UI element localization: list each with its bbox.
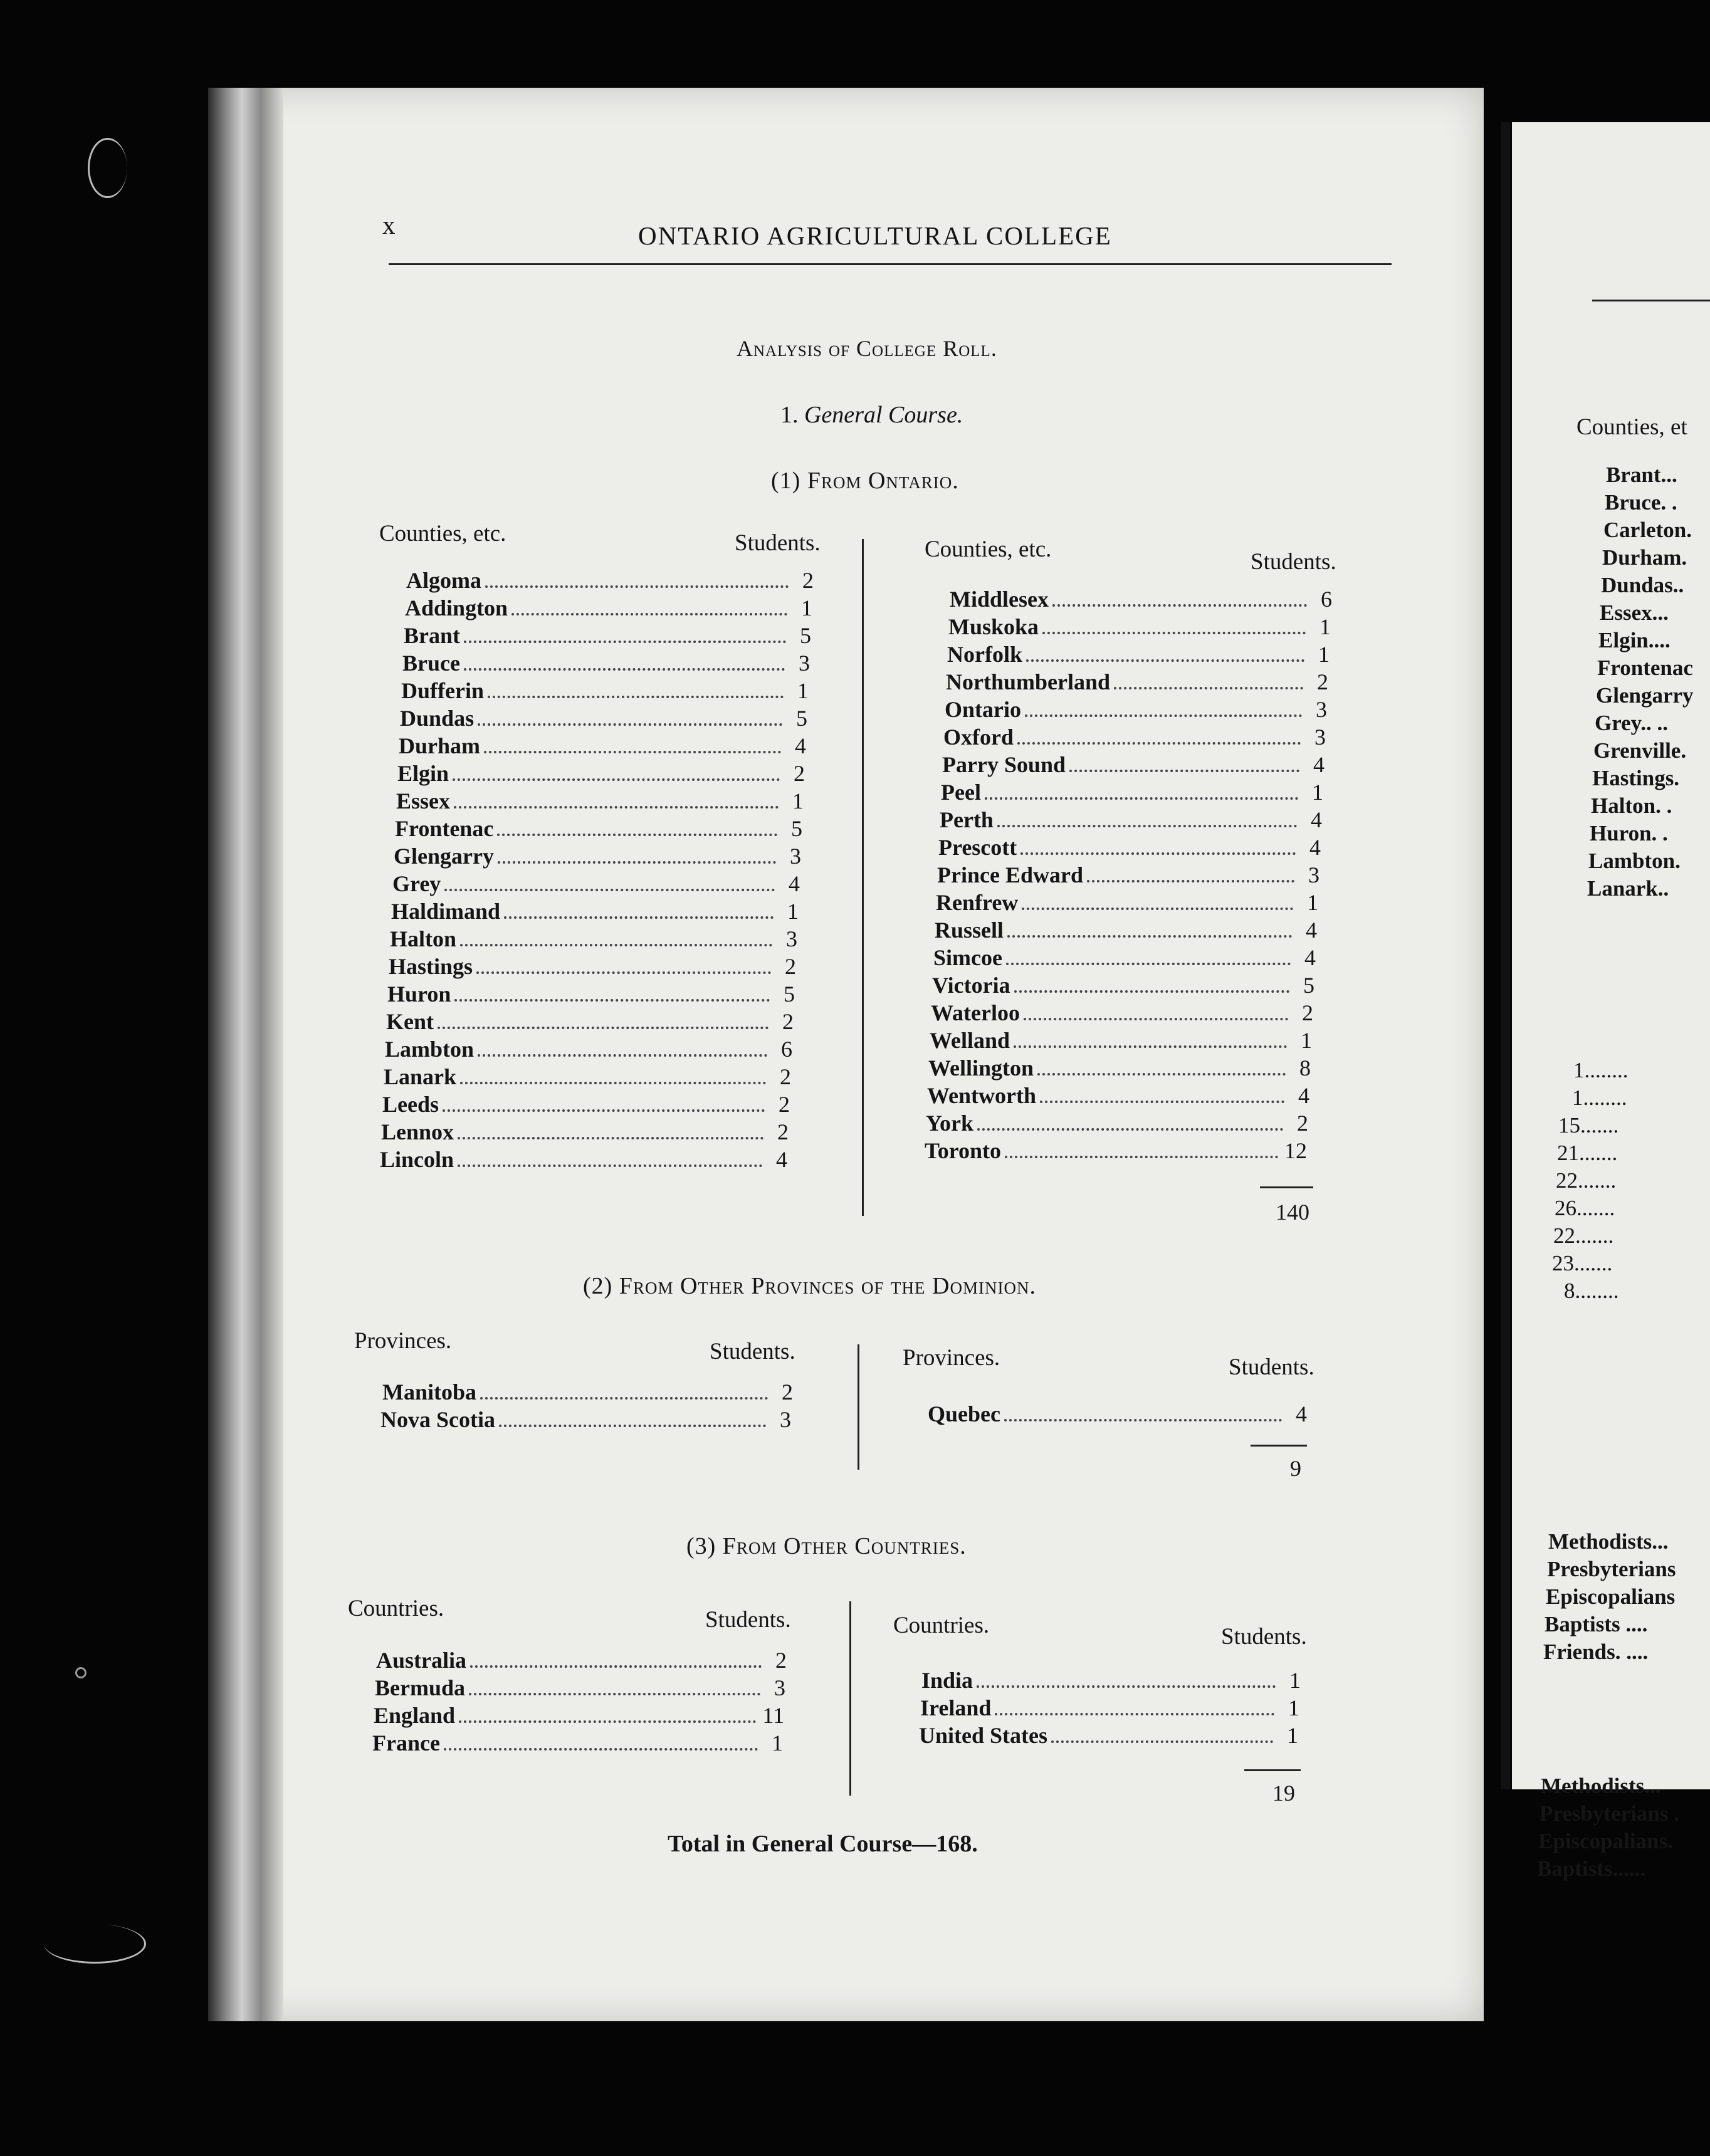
student-count: 6 [1321,587,1332,612]
leader-dots [1014,990,1289,993]
course-heading [780,401,963,429]
county-name: Bruce [402,651,460,676]
list-item: Episcopalians. [1538,1829,1673,1853]
student-count: 3 [799,651,810,676]
student-count: 5 [800,623,811,648]
leader-dots [1042,632,1306,634]
leader-dots [1051,1740,1273,1743]
table-row [380,1146,787,1173]
table-row [376,1647,787,1673]
country-name: Bermuda [375,1675,465,1700]
table-row [400,705,807,731]
list-item: 15....... [1558,1113,1619,1138]
leader-dots [1026,659,1304,662]
provinces-column-divider [858,1344,859,1470]
table-row [386,1008,794,1035]
student-count: 2 [794,761,805,786]
country-name: India [921,1668,973,1693]
ontario-title: (1) From Ontario. [771,468,959,494]
ontario-left-students-label: Students. [735,530,821,556]
leader-dots [470,1665,762,1668]
leader-dots [478,723,782,726]
county-name: Brant [404,623,460,648]
list-item: 1........ [1573,1058,1629,1082]
ontario-total-rule [1260,1186,1313,1188]
list-item: Friends. .... [1543,1640,1649,1664]
leader-dots [480,1397,768,1400]
county-name: Glengarry [394,844,494,869]
student-count: 1 [1287,1723,1298,1748]
student-count: 2 [785,954,796,979]
table-row [928,1055,1311,1081]
table-row [384,1064,791,1090]
county-name: Huron [387,981,451,1007]
county-name: Hastings [389,954,473,979]
list-item: Lanark.. [1587,876,1669,901]
county-name: York [926,1111,974,1136]
scan-speck [75,1667,87,1678]
province-name: Nova Scotia [380,1407,495,1432]
student-count: 4 [776,1147,787,1172]
student-count: 4 [1304,945,1316,970]
leader-dots [438,1027,768,1029]
table-row [935,917,1317,943]
county-name: Elgin [397,761,449,786]
county-name: Toronto [925,1138,1002,1163]
list-item: Episcopalians [1546,1584,1676,1609]
provinces-total-rule [1251,1445,1307,1447]
county-name: Frontenac [395,816,494,841]
table-row [372,1730,783,1756]
table-row [941,779,1323,805]
table-row [937,862,1319,888]
county-name: Russell [935,918,1004,943]
student-count: 3 [790,844,801,869]
leader-dots [977,1128,1283,1131]
leader-dots [478,1054,767,1057]
list-item: Durham. [1602,545,1687,570]
leader-dots [1022,908,1293,910]
table-row [936,889,1318,916]
student-count: 2 [1317,669,1328,694]
scan-speck [88,138,127,198]
list-item: 1........ [1572,1086,1627,1110]
table-row [399,733,806,759]
ontario-right-col-label: Counties, etc. [925,536,1052,562]
list-item: Presbyterians . [1540,1801,1679,1826]
student-count: 3 [786,926,797,951]
list-item: Bruce. . [1605,490,1677,515]
provinces-left-col-label: Provinces. [354,1328,452,1354]
student-count: 4 [789,871,800,896]
student-count: 2 [777,1119,789,1144]
leader-dots [444,1748,758,1750]
county-name: Ontario [945,697,1021,722]
county-name: Welland [930,1028,1010,1053]
county-name: Parry Sound [942,752,1066,777]
leader-dots [497,834,777,836]
student-count: 4 [1306,918,1317,943]
table-row [928,1401,1307,1427]
county-name: Waterloo [931,1000,1020,1025]
table-row [942,751,1324,778]
list-item: Dundas.. [1601,573,1684,597]
country-name: Australia [376,1648,466,1673]
leader-dots [1114,687,1303,689]
county-name: Halton [390,926,457,951]
table-row [947,641,1330,667]
table-row [391,898,799,924]
ontario-left-col-label: Counties, etc. [379,521,506,547]
student-count: 4 [1309,835,1321,860]
student-count: 1 [1307,890,1318,915]
leader-dots [488,696,784,698]
student-count: 2 [779,1092,790,1117]
table-row [395,815,802,842]
leader-dots [498,861,776,864]
leader-dots [995,1713,1274,1715]
list-item: Brant... [1606,463,1677,487]
table-row [945,696,1327,723]
leader-dots [1020,852,1296,855]
table-row [392,871,800,897]
table-row [394,843,801,869]
student-count: 1 [772,1730,783,1756]
table-row [930,1027,1312,1054]
county-name: Peel [941,780,981,805]
county-name: Renfrew [936,890,1019,915]
country-name: Ireland [920,1695,992,1720]
table-row [382,1091,790,1117]
list-item: Glengarry [1596,683,1694,708]
leader-dots [511,613,787,615]
list-item: Baptists...... [1537,1856,1646,1881]
student-count: 5 [796,706,807,731]
student-count: 8 [1299,1055,1311,1081]
ontario-column-divider [862,539,864,1216]
county-name: Oxford [943,725,1014,750]
scan-speck [44,1924,146,1964]
table-row [404,622,811,649]
province-name: Manitoba [382,1379,477,1405]
student-count: 5 [791,816,802,841]
list-item: 8........ [1564,1279,1619,1303]
student-count: 4 [1311,807,1322,832]
table-row [933,945,1316,971]
table-row [390,926,797,952]
list-item: Grenville. [1593,738,1687,763]
page-edge-stack [208,88,283,2021]
leader-dots [453,778,780,781]
student-count: 3 [780,1407,791,1432]
county-name: Kent [386,1009,434,1034]
countries-right-col-label: Countries. [893,1613,990,1638]
provinces-right-col-label: Provinces. [903,1345,1000,1371]
table-row [943,724,1326,750]
county-name: Perth [940,807,994,832]
table-row [925,1138,1307,1164]
student-count: 1 [801,595,812,620]
leader-dots [460,944,772,946]
leader-dots [443,1109,765,1112]
ontario-right-students-label: Students. [1251,549,1336,575]
countries-title: (3) From Other Countries. [686,1533,967,1559]
student-count: 1 [1312,780,1323,805]
table-row [926,1110,1308,1136]
countries-left-students-label: Students. [705,1607,791,1633]
table-row [950,586,1332,612]
student-count: 3 [1314,725,1326,750]
student-count: 5 [1303,973,1314,998]
leader-dots [485,585,789,588]
student-count: 1 [1319,614,1331,639]
table-row [940,807,1322,833]
leader-dots [1052,604,1307,607]
county-name: Durham [399,733,481,758]
table-row [401,678,809,704]
leader-dots [985,797,1298,800]
province-name: Quebec [928,1401,1000,1426]
table-row [382,1379,793,1405]
county-name: Muskoka [948,614,1039,639]
leader-dots [1006,963,1291,965]
leader-dots [1024,1018,1288,1020]
student-count: 2 [802,568,814,593]
leader-dots [464,641,786,643]
table-row [927,1082,1309,1109]
student-count: 1 [1318,642,1330,667]
table-row [380,1406,791,1433]
countries-left-col-label: Countries. [348,1596,444,1621]
student-count: 1 [792,788,804,814]
list-item: Carleton. [1603,518,1692,542]
table-row [406,567,814,594]
provinces-left-students-label: Students. [710,1339,795,1364]
county-name: Victoria [932,973,1010,998]
page-number: x [382,211,397,239]
gutter-divider [1501,122,1510,1789]
county-name: Lennox [381,1119,454,1144]
table-row [405,595,812,621]
student-count: 1 [1289,1668,1301,1693]
county-name: Dundas [400,706,475,731]
list-item: 21....... [1557,1141,1618,1165]
leader-dots [1005,1156,1278,1158]
provinces-title: (2) From Other Provinces of the Dominion. [583,1273,1036,1299]
student-count: 2 [775,1648,787,1673]
table-row [381,1119,789,1145]
county-name: Northumberland [946,669,1111,694]
table-row [387,981,795,1007]
leader-dots [1025,714,1302,717]
country-name: England [374,1703,456,1728]
student-count: 3 [1316,697,1327,722]
county-name: Haldimand [391,899,501,924]
student-count: 1 [1288,1695,1299,1720]
leader-dots [1004,1419,1282,1421]
county-name: Lanark [384,1064,457,1089]
county-name: Middlesex [950,587,1049,612]
table-row [920,1695,1299,1721]
student-count: 12 [1284,1138,1307,1163]
county-name: Wentworth [927,1083,1036,1108]
student-count: 1 [787,899,799,924]
leader-dots [1069,770,1299,772]
course-number: 1. [780,402,799,428]
county-name: Norfolk [947,642,1022,667]
student-count: 4 [795,733,806,758]
county-name: Dufferin [401,678,484,703]
provinces-total: 9 [1290,1456,1301,1481]
student-count: 3 [774,1675,785,1700]
student-count: 11 [762,1703,784,1728]
leader-dots [499,1425,766,1427]
student-count: 3 [1308,862,1319,887]
provinces-right-students-label: Students. [1229,1354,1314,1380]
county-name: Algoma [406,568,481,593]
list-item: 22....... [1556,1168,1617,1193]
table-row [932,972,1314,998]
leader-dots [469,1693,760,1695]
leader-dots [1040,1101,1284,1103]
facing-header-rule [1592,300,1710,301]
leader-dots [464,668,785,671]
header-rule [389,263,1392,265]
analysis-title: Analysis of College Roll. [737,336,997,361]
ontario-total: 140 [1276,1200,1309,1225]
list-item: 22....... [1553,1223,1614,1248]
table-row [946,669,1328,695]
list-item: 26....... [1555,1196,1615,1220]
leader-dots [1007,935,1292,938]
list-item: Baptists .... [1545,1612,1648,1636]
county-name: Leeds [382,1092,439,1117]
list-item: Hastings. [1592,766,1680,790]
table-row [921,1667,1301,1693]
table-row [948,614,1331,640]
list-item: 23....... [1552,1251,1613,1275]
student-count: 5 [784,981,795,1007]
list-item: Elgin.... [1598,628,1671,652]
table-row [402,650,810,676]
student-count: 1 [1301,1028,1312,1053]
leader-dots [504,916,774,919]
student-count: 2 [780,1064,791,1089]
list-item: Presbyterians [1547,1557,1676,1581]
student-count: 4 [1313,752,1324,777]
student-count: 4 [1298,1083,1309,1108]
leader-dots [1017,742,1301,745]
list-item: Methodists... [1541,1774,1661,1798]
student-count: 2 [782,1009,794,1034]
list-item: Frontenac [1597,656,1693,680]
list-item: Essex... [1600,600,1669,625]
table-row [375,1675,785,1701]
county-name: Wellington [928,1055,1034,1081]
list-item: Methodists... [1548,1529,1669,1554]
student-count: 6 [781,1037,792,1062]
leader-dots [458,1164,762,1167]
list-item: Halton. . [1591,793,1672,818]
county-name: Lincoln [380,1147,454,1172]
running-title: ONTARIO AGRICULTURAL COLLEGE [638,221,1112,250]
leader-dots [977,1685,1276,1688]
leader-dots [476,971,771,974]
list-item: Grey.. .. [1595,711,1668,735]
county-name: Prescott [938,835,1017,860]
leader-dots [454,999,770,1002]
table-row [385,1036,792,1062]
leader-dots [444,889,775,891]
leader-dots [460,1082,766,1084]
student-count: 2 [1297,1111,1308,1136]
list-item: Lambton. [1588,849,1681,873]
table-row [397,760,805,787]
facing-col-label: Counties, et [1576,414,1687,440]
leader-dots [1037,1073,1286,1075]
student-count: 2 [782,1379,793,1405]
county-name: Grey [392,871,441,896]
table-row [374,1702,784,1729]
county-name: Prince Edward [937,862,1083,887]
county-name: Addington [405,595,508,620]
county-name: Essex [396,788,451,814]
countries-total-rule [1244,1769,1301,1771]
list-item: Huron. . [1590,821,1668,845]
country-name: France [372,1730,440,1756]
leader-dots [458,1137,763,1139]
grand-total: Total in General Course—168. [668,1831,978,1857]
leader-dots [459,1720,756,1723]
countries-column-divider [849,1601,851,1796]
county-name: Lambton [385,1037,475,1062]
leader-dots [454,806,779,808]
student-count: 1 [797,678,809,703]
table-row [389,953,796,980]
student-count: 2 [1302,1000,1313,1025]
leader-dots [1014,1045,1287,1048]
country-name: United States [919,1723,1047,1748]
table-row [396,788,804,814]
student-count: 4 [1296,1401,1307,1426]
leader-dots [997,825,1297,827]
table-row [919,1722,1298,1749]
table-row [931,1000,1313,1026]
leader-dots [1087,880,1294,882]
leader-dots [484,751,781,753]
table-row [938,834,1321,861]
countries-right-students-label: Students. [1221,1624,1307,1650]
county-name: Simcoe [933,945,1002,970]
course-title: General Course. [804,402,963,428]
countries-total: 19 [1272,1781,1295,1806]
